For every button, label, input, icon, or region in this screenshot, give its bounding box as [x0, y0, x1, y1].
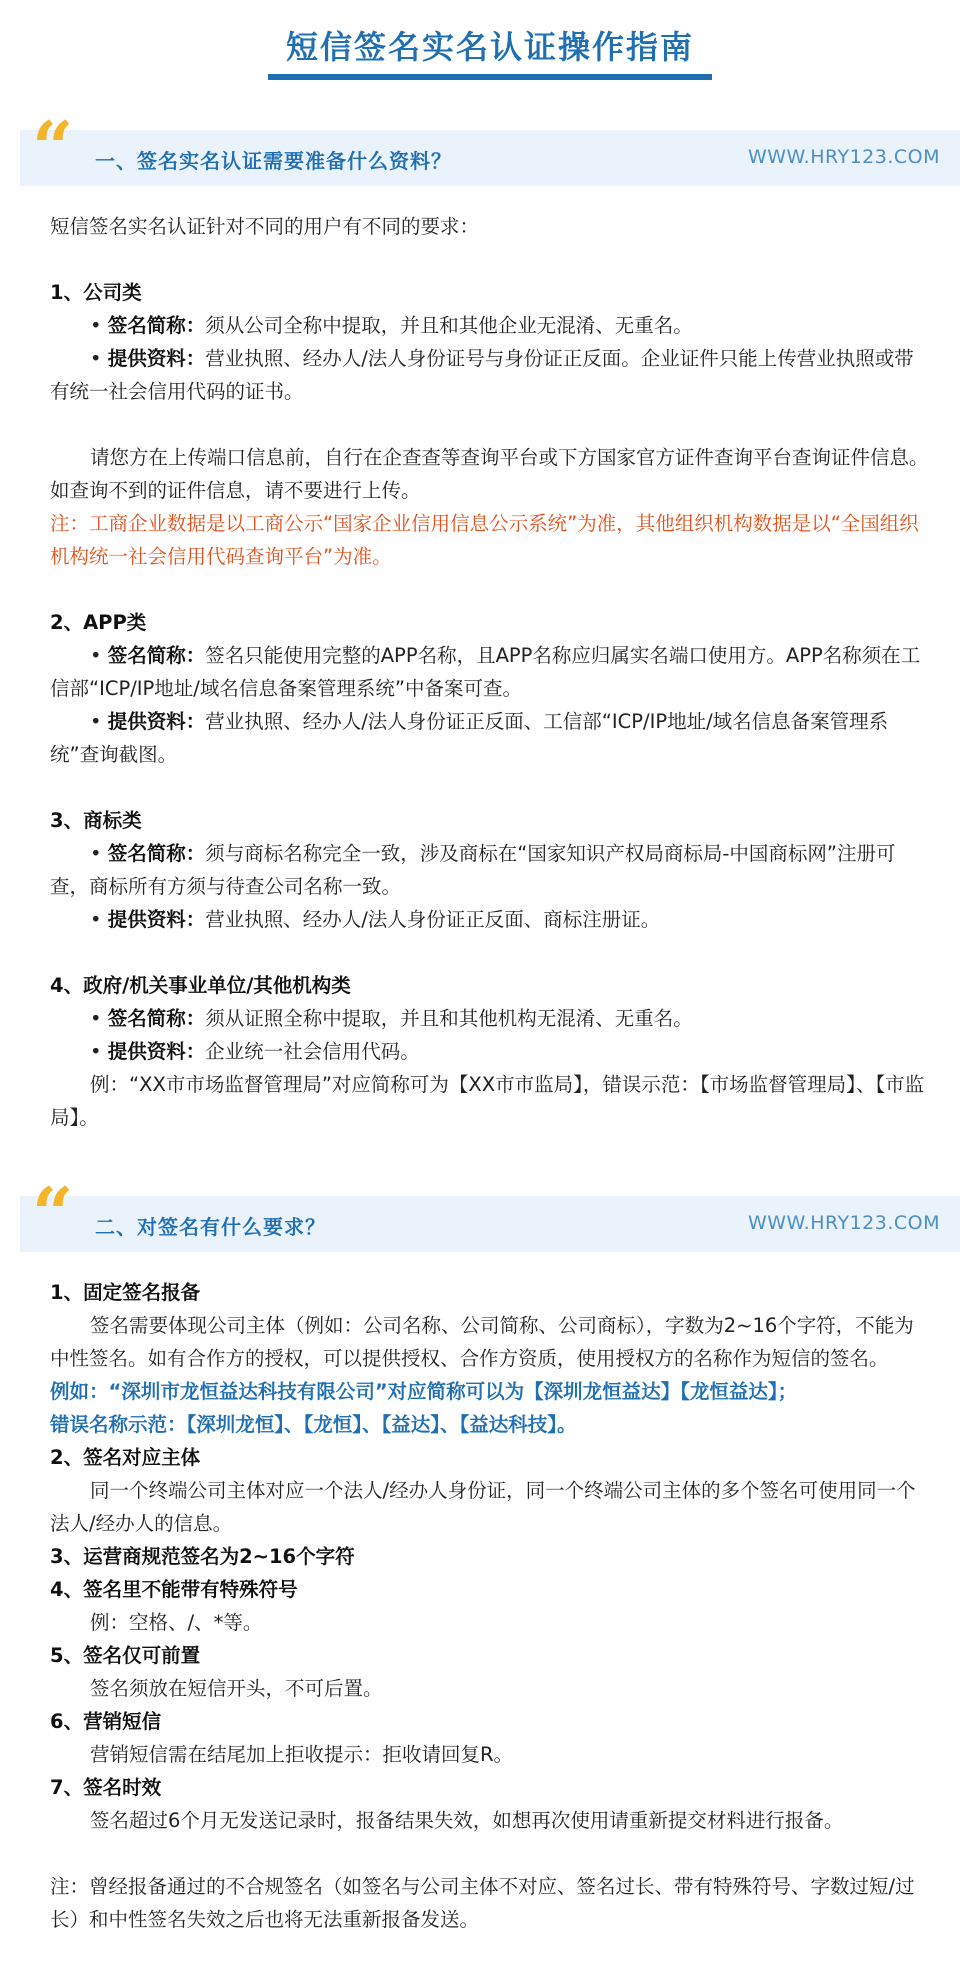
- rule4-title: 4、签名里不能带有特殊符号: [50, 1578, 298, 1601]
- section2-heading: 二、对签名有什么要求？: [95, 1215, 326, 1239]
- rule7-text: 签名超过6个月无发送记录时，报备结果失效，如想再次使用请重新提交材料进行报备。: [90, 1809, 844, 1832]
- company-bullet-1: • 签名简称：须从公司全称中提取，并且和其他企业无混淆、无重名。: [90, 314, 693, 337]
- bullet-text: 签名只能使用完整的APP名称，且APP名称应归属实名端口使用方。APP名称须在工信部“ICP/IP地址/域名信息备案管理系统”中备案可查。: [50, 644, 921, 700]
- bullet-text: 须从公司全称中提取，并且和其他企业无混淆、无重名。: [205, 314, 693, 337]
- bullet-text: 营业执照、经办人/法人身份证正反面、工信部“ICP/IP地址/域名信息备案管理系统”查询截图。: [50, 710, 889, 766]
- rule6-title: 6、营销短信: [50, 1710, 162, 1733]
- section2-header: [20, 1171, 960, 1256]
- company-note: 注：工商企业数据是以工商公示“国家企业信用信息公示系统”为准，其他组织机构数据是以“全国组织机构统一社会信用代码查询平台”为准。: [50, 512, 919, 568]
- gov-bullet-2: • 提供资料：企业统一社会信用代码。: [90, 1040, 420, 1063]
- quote-icon: “: [32, 105, 74, 190]
- rule2-text: 同一个终端公司主体对应一个法人/经办人身份证，同一个终端公司主体的多个签名可使用同一个法人/经办人的信息。: [50, 1479, 916, 1535]
- bullet-text: 营业执照、经办人/法人身份证正反面、商标注册证。: [205, 908, 661, 931]
- rule1-title: 1、固定签名报备: [50, 1281, 201, 1304]
- bullet-label: 签名简称：: [107, 842, 206, 865]
- quote-icon: “: [32, 1171, 74, 1256]
- bullet-text: 企业统一社会信用代码。: [205, 1040, 420, 1063]
- bullet-label: 提供资料：: [107, 1040, 206, 1063]
- section1-header: [20, 105, 960, 190]
- bullet-label: 签名简称：: [107, 1007, 206, 1030]
- title-wrap: [0, 22, 980, 74]
- rule6-text: 营销短信需在结尾加上拒收提示：拒收请回复R。: [90, 1743, 514, 1766]
- gov-example: 例：“XX市市场监督管理局”对应简称可为【XX市市监局】，错误示范：【市场监督管理局】、【市监局】。: [50, 1073, 925, 1129]
- bullet-label: 提供资料：: [107, 908, 206, 931]
- bullet-label: 签名简称：: [107, 314, 206, 337]
- trademark-title: 3、商标类: [50, 809, 142, 832]
- rule4-text: 例：空格、/、*等。: [90, 1611, 263, 1634]
- section1-url: WWW.HRY123.COM: [747, 146, 940, 168]
- bullet-label: 提供资料：: [107, 710, 206, 733]
- trademark-bullet-1: • 签名简称：须与商标名称完全一致，涉及商标在“国家知识产权局商标局-中国商标网”注册可查，商标所有方须与待查公司名称一致。: [50, 842, 896, 898]
- trademark-bullet-2: • 提供资料：营业执照、经办人/法人身份证正反面、商标注册证。: [90, 908, 661, 931]
- bullet-label: 提供资料：: [107, 347, 206, 370]
- page-title: 短信签名实名认证操作指南: [285, 28, 694, 66]
- rule7-title: 7、签名时效: [50, 1776, 162, 1799]
- rule1-example: 例如：“深圳市龙恒益达科技有限公司”对应简称可以为【深圳龙恒益达】【龙恒益达】；: [50, 1380, 798, 1403]
- app-bullet-1: • 签名简称：签名只能使用完整的APP名称，且APP名称应归属实名端口使用方。APP名称须在工信部“ICP/IP地址/域名信息备案管理系统”中备案可查。: [50, 644, 921, 700]
- section2-body: [50, 1276, 930, 1936]
- bullet-text: 须从证照全称中提取，并且和其他机构无混淆、无重名。: [205, 1007, 693, 1030]
- company-bullet-2: • 提供资料：营业执照、经办人/法人身份证号与身份证正反面。企业证件只能上传营业执照或带有统一社会信用代码的证书。: [50, 347, 914, 403]
- rule5-text: 签名须放在短信开头，不可后置。: [90, 1677, 383, 1700]
- title-underline: [268, 74, 712, 80]
- rule3-title: 3、运营商规范签名为2~16个字符: [50, 1545, 355, 1568]
- rule1-text: 签名需要体现公司主体（例如：公司名称、公司简称、公司商标），字数为2~16个字符，不能为中性签名。如有合作方的授权，可以提供授权、合作方资质，使用授权方的名称作为短信的签名。: [50, 1314, 914, 1370]
- section1-body: [50, 210, 930, 1134]
- bullet-text: 营业执照、经办人/法人身份证号与身份证正反面。企业证件只能上传营业执照或带有统一社会信用代码的证书。: [50, 347, 914, 403]
- gov-title: 4、政府/机关事业单位/其他机构类: [50, 974, 351, 997]
- section2-url: WWW.HRY123.COM: [747, 1212, 940, 1234]
- app-bullet-2: • 提供资料：营业执照、经办人/法人身份证正反面、工信部“ICP/IP地址/域名信息备案管理系统”查询截图。: [50, 710, 889, 766]
- section2-note: 注：曾经报备通过的不合规签名（如签名与公司主体不对应、签名过长、带有特殊符号、字数过短/过长）和中性签名失效之后也将无法重新报备发送。: [50, 1875, 915, 1931]
- section1-intro: 短信签名实名认证针对不同的用户有不同的要求：: [50, 215, 480, 238]
- rule1-wrong-example: 错误名称示范：【深圳龙恒】、【龙恒】、【益达】、【益达科技】。: [50, 1413, 577, 1436]
- company-para: 请您方在上传端口信息前，自行在企查查等查询平台或下方国家官方证件查询平台查询证件信息。如查询不到的证件信息，请不要进行上传。: [50, 446, 929, 502]
- bullet-label: 签名简称：: [107, 644, 206, 667]
- gov-bullet-1: • 签名简称：须从证照全称中提取，并且和其他机构无混淆、无重名。: [90, 1007, 693, 1030]
- bullet-text: 须与商标名称完全一致，涉及商标在“国家知识产权局商标局-中国商标网”注册可查，商标所有方须与待查公司名称一致。: [50, 842, 896, 898]
- rule2-title: 2、签名对应主体: [50, 1446, 201, 1469]
- rule5-title: 5、签名仅可前置: [50, 1644, 201, 1667]
- app-title: 2、APP类: [50, 611, 147, 634]
- company-title: 1、公司类: [50, 281, 142, 304]
- section1-heading: 一、签名实名认证需要准备什么资料？: [95, 149, 452, 173]
